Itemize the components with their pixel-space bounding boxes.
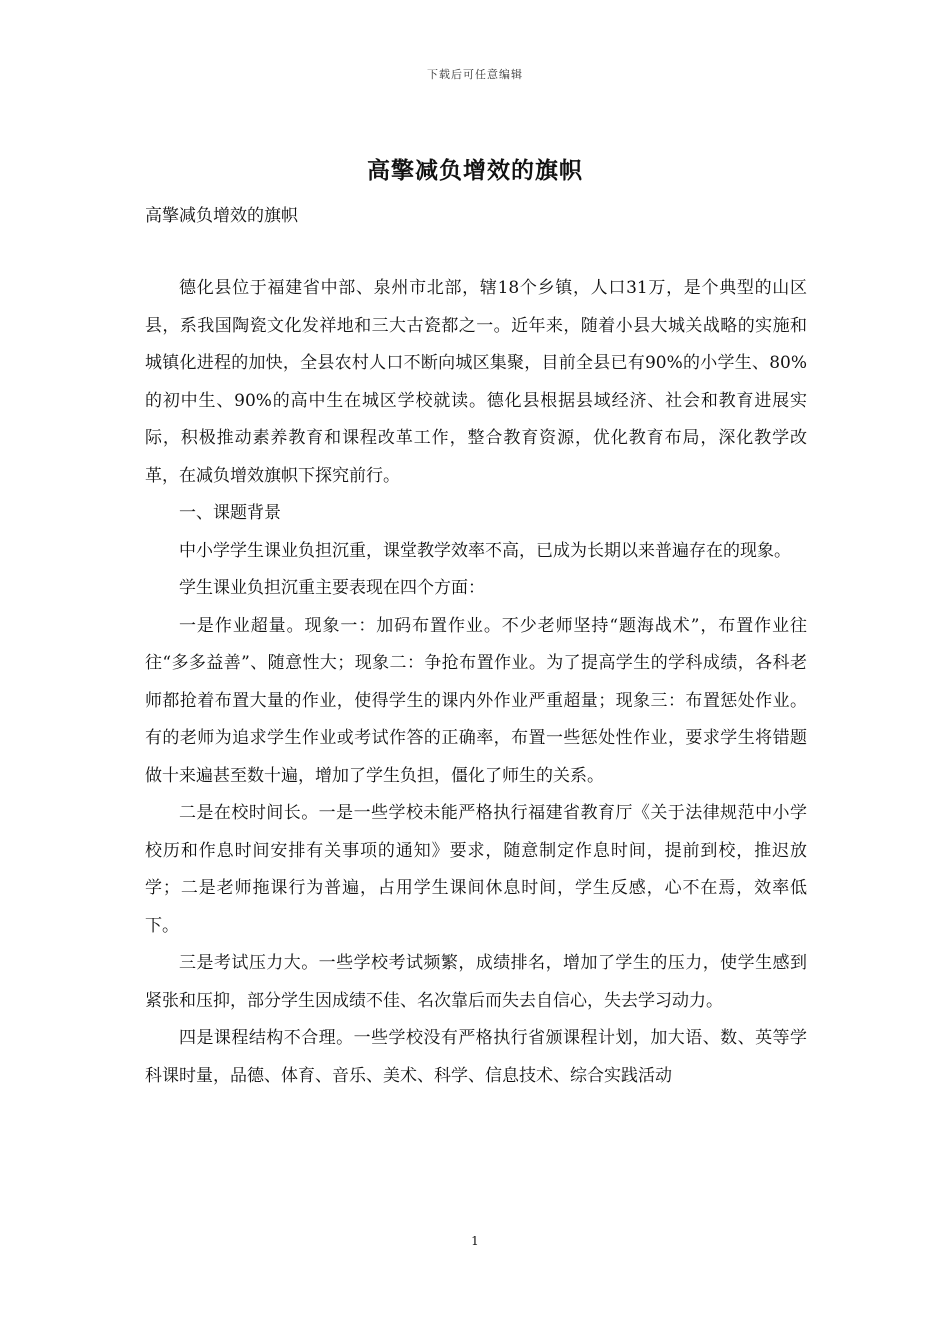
document-subtitle: 高擎减负增效的旗帜 [145,206,298,226]
document-title: 高擎减负增效的旗帜 [367,157,583,184]
paragraph-four-aspects: 学生课业负担沉重主要表现在四个方面： [179,578,485,598]
paragraph-school-time: 二是在校时间长。一是一些学校未能严格执行福建省教育厅《关于法律规范中小学校历和作息时间安排有关事项的通知》要求，随意制定作息时间，提前到校，推迟放学；二是老师拖课行为普遍，占用学生课间休息时间，学生反感，心不在焉，效率低下。 [145,803,807,936]
paragraph-homework: 一是作业超量。现象一：加码布置作业。不少老师坚持“题海战术”，布置作业往往“多多益善”、随意性大；现象二：争抢布置作业。为了提高学生的学科成绩，各科老师都抢着布置大量的作业，使得学生的课内外作业严重超量；现象三：布置惩处作业。有的老师为追求学生作业或考试作答的正确率，布置一些惩处性作业，要求学生将错题做十来遍甚至数十遍，增加了学生负担，僵化了师生的关系。 [145,615,807,786]
paragraph-intro: 德化县位于福建省中部、泉州市北部，辖18个乡镇，人口31万，是个典型的山区县，系我国陶瓷文化发祥地和三大古瓷都之一。近年来，随着小县大城关战略的实施和城镇化进程的加快，全县农村人口不断向城区集聚，目前全县已有90%的小学生、80%的初中生、90%的高中生在城区学校就读。德化县根据县域经济、社会和教育进展实际，积极推动素养教育和课程改革工作，整合教育资源，优化教育布局，深化教学改革，在减负增效旗帜下探究前行。 [145,278,807,486]
page-number: 1 [471,1234,479,1248]
section-heading-background: 一、课题背景 [179,503,281,523]
paragraph-burden-overview: 中小学学生课业负担沉重，课堂教学效率不高，已成为长期以来普遍存在的现象。 [179,540,791,561]
paragraph-exam-pressure: 三是考试压力大。一些学校考试频繁，成绩排名，增加了学生的压力，使学生感到紧张和压抑，部分学生因成绩不佳、名次靠后而失去自信心，失去学习动力。 [145,953,807,1011]
header-note: 下载后可任意编辑 [427,68,523,81]
document-body [145,270,807,1095]
paragraph-curriculum: 四是课程结构不合理。一些学校没有严格执行省颁课程计划，加大语、数、英等学科课时量，品德、体育、音乐、美术、科学、信息技术、综合实践活动 [145,1028,807,1086]
